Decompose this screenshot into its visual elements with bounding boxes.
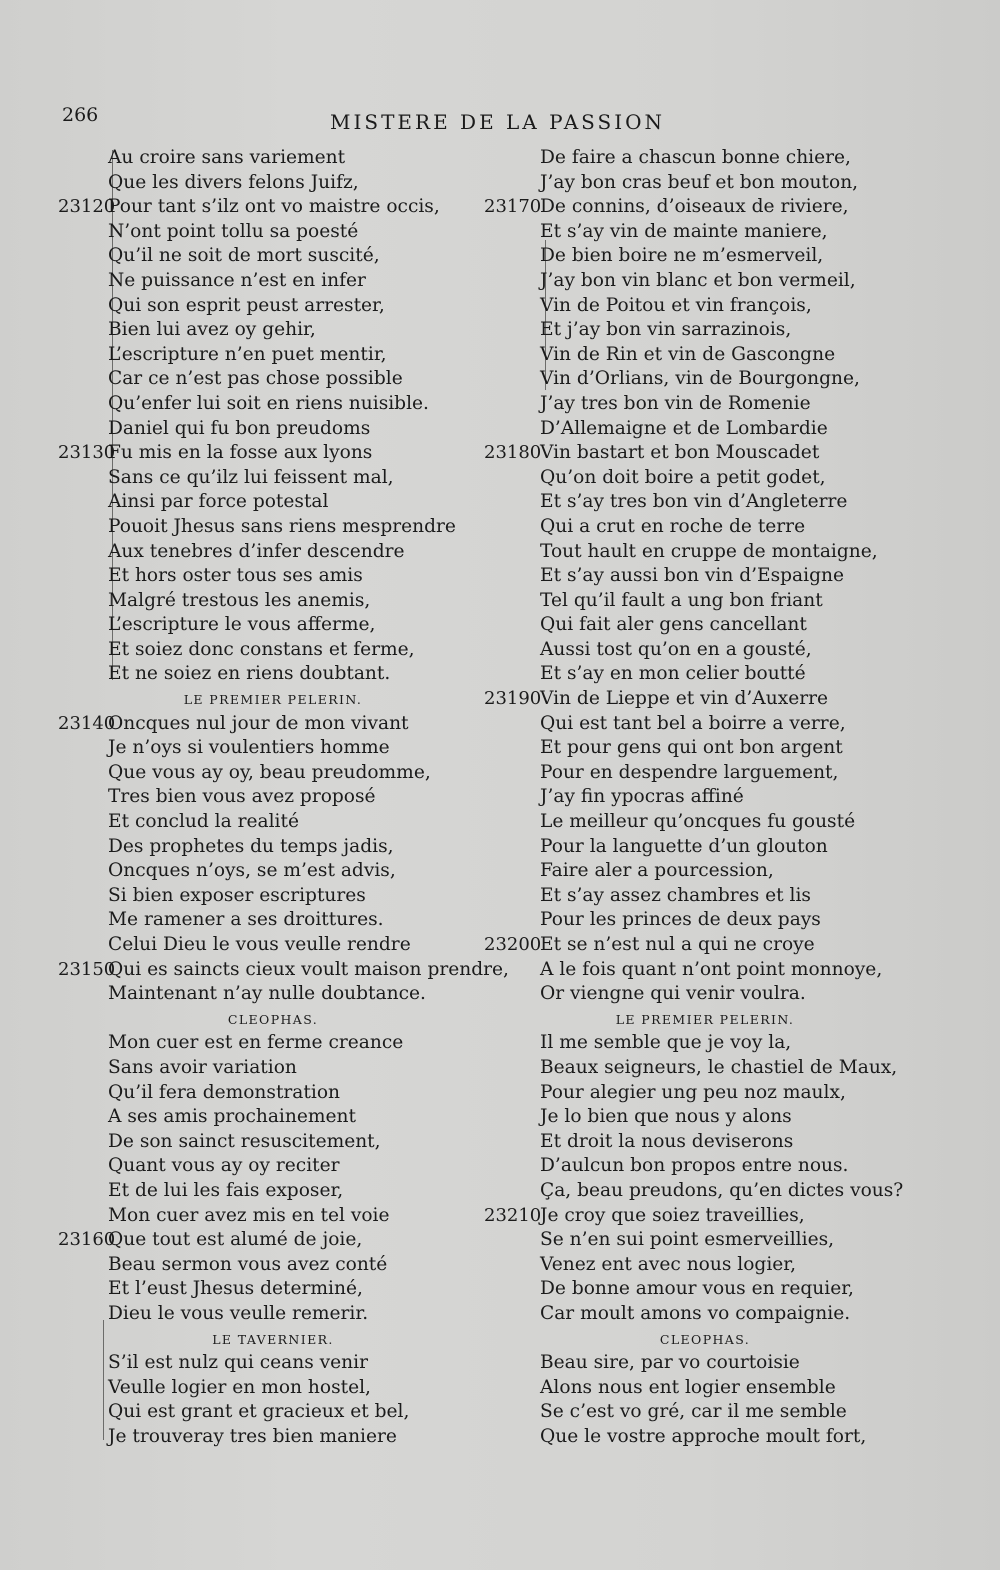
verse-line [484,687,980,712]
verse-line [108,1154,488,1179]
verse-text: Le meilleur qu’oncques fu gousté [540,811,856,833]
verse-text: Aux tenebres d’infer descendre [108,540,405,562]
verse-line [540,958,980,983]
verse-text: J’ay fin ypocras affiné [540,786,744,808]
verse-text: Oncques nul jour de mon vivant [108,712,409,734]
verse-line [540,884,980,909]
verse-line [58,712,488,737]
verse-line [108,392,488,417]
verse-line [540,1302,980,1327]
verse-line [540,540,980,565]
verse-line [540,785,980,810]
verse-line [484,441,980,466]
verse-line [108,933,488,958]
line-number: 23150 [58,958,116,980]
verse-text: N’ont point tollu sa poesté [108,220,359,242]
verse-line [540,343,980,368]
verse-line [108,859,488,884]
verse-text: Et l’eust Jhesus determiné, [108,1278,363,1300]
verse-text: Alons nous ent logier ensemble [540,1376,836,1398]
verse-line [108,1081,488,1106]
verse-line [540,367,980,392]
verse-line [540,1031,980,1056]
verse-text: D’aulcun bon propos entre nous. [540,1155,849,1177]
verse-line [540,1130,980,1155]
verse-line [540,1253,980,1278]
verse-text: Qui es saincts cieux voult maison prendre, [108,958,509,980]
line-number: 23120 [58,196,116,218]
speaker-heading: LE PREMIER PELERIN. [615,1011,795,1027]
verse-text: Car ce n’est pas chose possible [108,368,403,390]
verse-line [540,564,980,589]
verse-line [540,1376,980,1401]
verse-text: Tout hault en cruppe de montaigne, [540,540,878,562]
verse-text: Or viengne qui venir voulra. [540,983,806,1005]
speaker-heading: LE TAVERNIER. [212,1331,334,1347]
right-text-column [484,146,980,1449]
verse-text: Que les divers felons Juifz, [108,171,359,193]
verse-text: Tres bien vous avez proposé [108,786,376,808]
verse-line [108,1056,488,1081]
verse-line [108,884,488,909]
verse-text: Malgré trestous les anemis, [108,589,371,611]
speaker-heading: CLEOPHAS. [227,1011,319,1027]
verse-text: Que vous ay oy, beau preudomme, [108,761,431,783]
verse-line [58,958,509,983]
verse-line [108,1400,488,1425]
verse-text: Vin de Rin et vin de Gascongne [540,343,836,365]
verse-text: Ne puissance n’est en infer [108,269,366,291]
verse-line [540,417,980,442]
verse-text: Dieu le vous veulle remerir. [108,1302,369,1324]
verse-line [108,908,488,933]
verse-text: Beau sire, par vo courtoisie [540,1352,800,1374]
verse-line [108,785,488,810]
verse-text: Qu’il fera demonstration [108,1081,340,1103]
verse-text: De connins, d’oiseaux de riviere, [540,196,849,218]
verse-line [540,712,980,737]
line-number: 23210 [484,1204,542,1226]
line-number: 23190 [484,688,542,710]
verse-text: D’Allemaigne et de Lombardie [540,417,828,439]
verse-text: L’escripture n’en puet mentir, [108,343,387,365]
verse-text: Quant vous ay oy reciter [108,1155,340,1177]
verse-text: Qu’il ne soit de mort suscité, [108,245,380,267]
line-number: 23170 [484,196,542,218]
verse-text: Vin de Poitou et vin françois, [540,294,812,316]
verse-text: Et s’ay assez chambres et lis [540,884,811,906]
verse-line [540,490,980,515]
verse-line [540,244,980,269]
verse-line [108,466,488,491]
margin-pencil-line [103,1320,104,1440]
verse-line [484,933,980,958]
verse-line [540,392,980,417]
verse-text: Pour la languette d’un glouton [540,835,828,857]
verse-text: Qu’on doit boire a petit godet, [540,466,826,488]
verse-line [108,1425,488,1450]
verse-line [108,1302,488,1327]
verse-text: Veulle logier en mon hostel, [108,1376,371,1398]
verse-text: Et ne soiez en riens doubtant. [108,663,391,685]
verse-text: Et se n’est nul a qui ne croye [540,934,815,955]
verse-text: Qui fait aler gens cancellant [540,614,807,636]
verse-text: Ça, beau preudons, qu’en dictes vous? [540,1179,904,1201]
verse-text: Vin d’Orlians, vin de Bourgongne, [540,368,860,390]
verse-text: Venez ent avec nous logier, [540,1253,797,1275]
verse-text: Je lo bien que nous y alons [540,1106,792,1128]
verse-line [108,589,488,614]
verse-text: Se c’est vo gré, car il me semble [540,1401,847,1423]
verse-line [540,1081,980,1106]
verse-line [540,982,980,1007]
verse-text: Pouoit Jhesus sans riens mesprendre [108,515,456,537]
verse-text: Sans ce qu’ilz lui feissent mal, [108,466,394,488]
verse-line [540,613,980,638]
verse-text: Vin de Lieppe et vin d’Auxerre [540,688,828,710]
verse-text: De bonne amour vous en requier, [540,1278,854,1300]
verse-text: Et s’ay en mon celier boutté [540,663,806,685]
verse-line [540,835,980,860]
verse-text: J’ay bon vin blanc et bon vermeil, [540,269,856,291]
verse-text: Pour alegier ung peu noz maulx, [540,1081,846,1103]
verse-text: Car moult amons vo compaignie. [540,1302,851,1324]
verse-line [484,195,980,220]
verse-text: Il me semble que je voy la, [540,1032,792,1054]
verse-text: Pour en despendre larguement, [540,761,839,783]
verse-text: Celui Dieu le vous veulle rendre [108,934,411,955]
verse-line [540,466,980,491]
verse-text: Au croire sans variement [108,147,346,168]
verse-line [540,589,980,614]
verse-line [108,1179,488,1204]
verse-text: Ainsi par force potestal [108,491,329,513]
verse-text: Pour les princes de deux pays [540,909,821,931]
verse-line [540,1351,980,1376]
verse-line [540,810,980,835]
verse-line [108,761,488,786]
line-number: 23140 [58,712,116,734]
verse-line [58,1228,488,1253]
verse-line [540,908,980,933]
verse-line [540,859,980,884]
verse-line [108,835,488,860]
verse-text: J’ay bon cras beuf et bon mouton, [540,171,859,193]
verse-text: Qui est grant et gracieux et bel, [108,1401,410,1423]
verse-line [108,1277,488,1302]
verse-text: L’escripture le vous afferme, [108,614,376,636]
verse-line [108,638,488,663]
verse-line [108,220,488,245]
verse-text: Qui a crut en roche de terre [540,515,806,537]
verse-text: De faire a chascun bonne chiere, [540,147,851,168]
verse-line [540,146,980,171]
verse-text: J’ay tres bon vin de Romenie [540,392,811,414]
verse-line [108,1105,488,1130]
verse-text: Si bien exposer escriptures [108,884,366,906]
verse-line [540,1425,980,1450]
verse-line [108,662,488,687]
verse-line [108,367,488,392]
verse-line [58,441,488,466]
verse-text: Maintenant n’ay nulle doubtance. [108,983,426,1005]
verse-line [108,810,488,835]
verse-text: Beau sermon vous avez conté [108,1253,388,1275]
verse-text: Pour tant s’ilz ont vo maistre occis, [108,196,440,218]
verse-text: Me ramener a ses droittures. [108,909,384,931]
verse-text: A ses amis prochainement [108,1106,356,1128]
verse-text: Oncques n’oys, se m’est advis, [108,860,396,882]
verse-line [540,515,980,540]
verse-text: Et de lui les fais exposer, [108,1179,344,1201]
verse-line [540,294,980,319]
verse-line [540,736,980,761]
verse-text: Vin bastart et bon Mouscadet [540,442,820,464]
verse-line [540,638,980,663]
verse-text: Qui son esprit peust arrester, [108,294,385,316]
verse-text: A le fois quant n’ont point monnoye, [540,958,883,980]
verse-text: Beaux seigneurs, le chastiel de Maux, [540,1056,898,1078]
verse-text: Que le vostre approche moult fort, [540,1425,867,1447]
verse-text: De son sainct resuscitement, [108,1130,381,1152]
verse-text: Je croy que soiez traveillies, [540,1204,805,1226]
verse-text: Et s’ay aussi bon vin d’Espaigne [540,565,844,587]
verse-line [108,613,488,638]
verse-text: Fu mis en la fosse aux lyons [108,442,373,464]
verse-text: Qui est tant bel a boirre a verre, [540,712,846,734]
verse-text: Que tout est alumé de joie, [108,1229,363,1251]
verse-text: Daniel qui fu bon preudoms [108,417,371,439]
verse-text: Bien lui avez oy gehir, [108,319,316,341]
verse-line [108,1253,488,1278]
verse-line [108,294,488,319]
line-number: 23160 [58,1229,116,1251]
page-number: 266 [62,104,99,126]
speaker-heading: LE PREMIER PELERIN. [183,692,363,708]
verse-text: Je n’oys si voulentiers homme [108,737,390,759]
verse-text: Mon cuer est en ferme creance [108,1032,404,1054]
verse-line [108,540,488,565]
verse-text: Je trouveray tres bien maniere [108,1425,397,1447]
verse-text: Et hors oster tous ses amis [108,565,363,587]
verse-line [108,490,488,515]
verse-text: Et pour gens qui ont bon argent [540,737,843,759]
verse-line [540,1105,980,1130]
verse-line [108,244,488,269]
verse-line [540,1179,980,1204]
verse-line [108,318,488,343]
verse-text: Aussi tost qu’on en a gousté, [540,638,812,660]
verse-line [540,1400,980,1425]
running-title: MISTERE DE LA PASSION [330,110,666,134]
verse-text: Et soiez donc constans et ferme, [108,638,415,660]
line-number: 23180 [484,442,542,464]
verse-text: Des prophetes du temps jadis, [108,835,394,857]
verse-line [540,269,980,294]
verse-text: Et conclud la realité [108,811,299,833]
verse-text: Sans avoir variation [108,1056,297,1078]
verse-text: Et j’ay bon vin sarrazinois, [540,319,792,341]
verse-line [540,662,980,687]
verse-line [108,1351,488,1376]
verse-line [108,1204,488,1229]
verse-line [108,269,488,294]
left-text-column [58,146,509,1449]
verse-line [108,1031,488,1056]
verse-line [540,1228,980,1253]
verse-text: Faire aler a pourcession, [540,860,774,882]
verse-line [108,515,488,540]
verse-text: Tel qu’il fault a ung bon friant [540,589,823,611]
verse-line [540,761,980,786]
verse-line [108,564,488,589]
verse-line [108,171,488,196]
verse-text: Mon cuer avez mis en tel voie [108,1204,390,1226]
verse-line [540,1154,980,1179]
verse-text: Se n’en sui point esmerveillies, [540,1229,835,1251]
verse-line [540,171,980,196]
verse-text: Et s’ay vin de mainte maniere, [540,220,828,242]
verse-line [540,318,980,343]
verse-line [108,146,488,171]
verse-line [540,220,980,245]
verse-text: De bien boire ne m’esmerveil, [540,245,824,267]
verse-line [108,343,488,368]
verse-line [108,1376,488,1401]
verse-text: S’il est nulz qui ceans venir [108,1352,368,1374]
verse-line [108,1130,488,1155]
verse-line [540,1056,980,1081]
verse-line [108,736,488,761]
verse-line [108,982,488,1007]
verse-line [108,417,488,442]
line-number: 23200 [484,934,542,955]
verse-line [484,1204,980,1229]
verse-line [540,1277,980,1302]
speaker-heading: CLEOPHAS. [659,1331,751,1347]
verse-text: Et s’ay tres bon vin d’Angleterre [540,491,848,513]
line-number: 23130 [58,442,116,464]
verse-text: Et droit la nous deviserons [540,1130,794,1152]
verse-line [58,195,488,220]
verse-text: Qu’enfer lui soit en riens nuisible. [108,392,429,414]
